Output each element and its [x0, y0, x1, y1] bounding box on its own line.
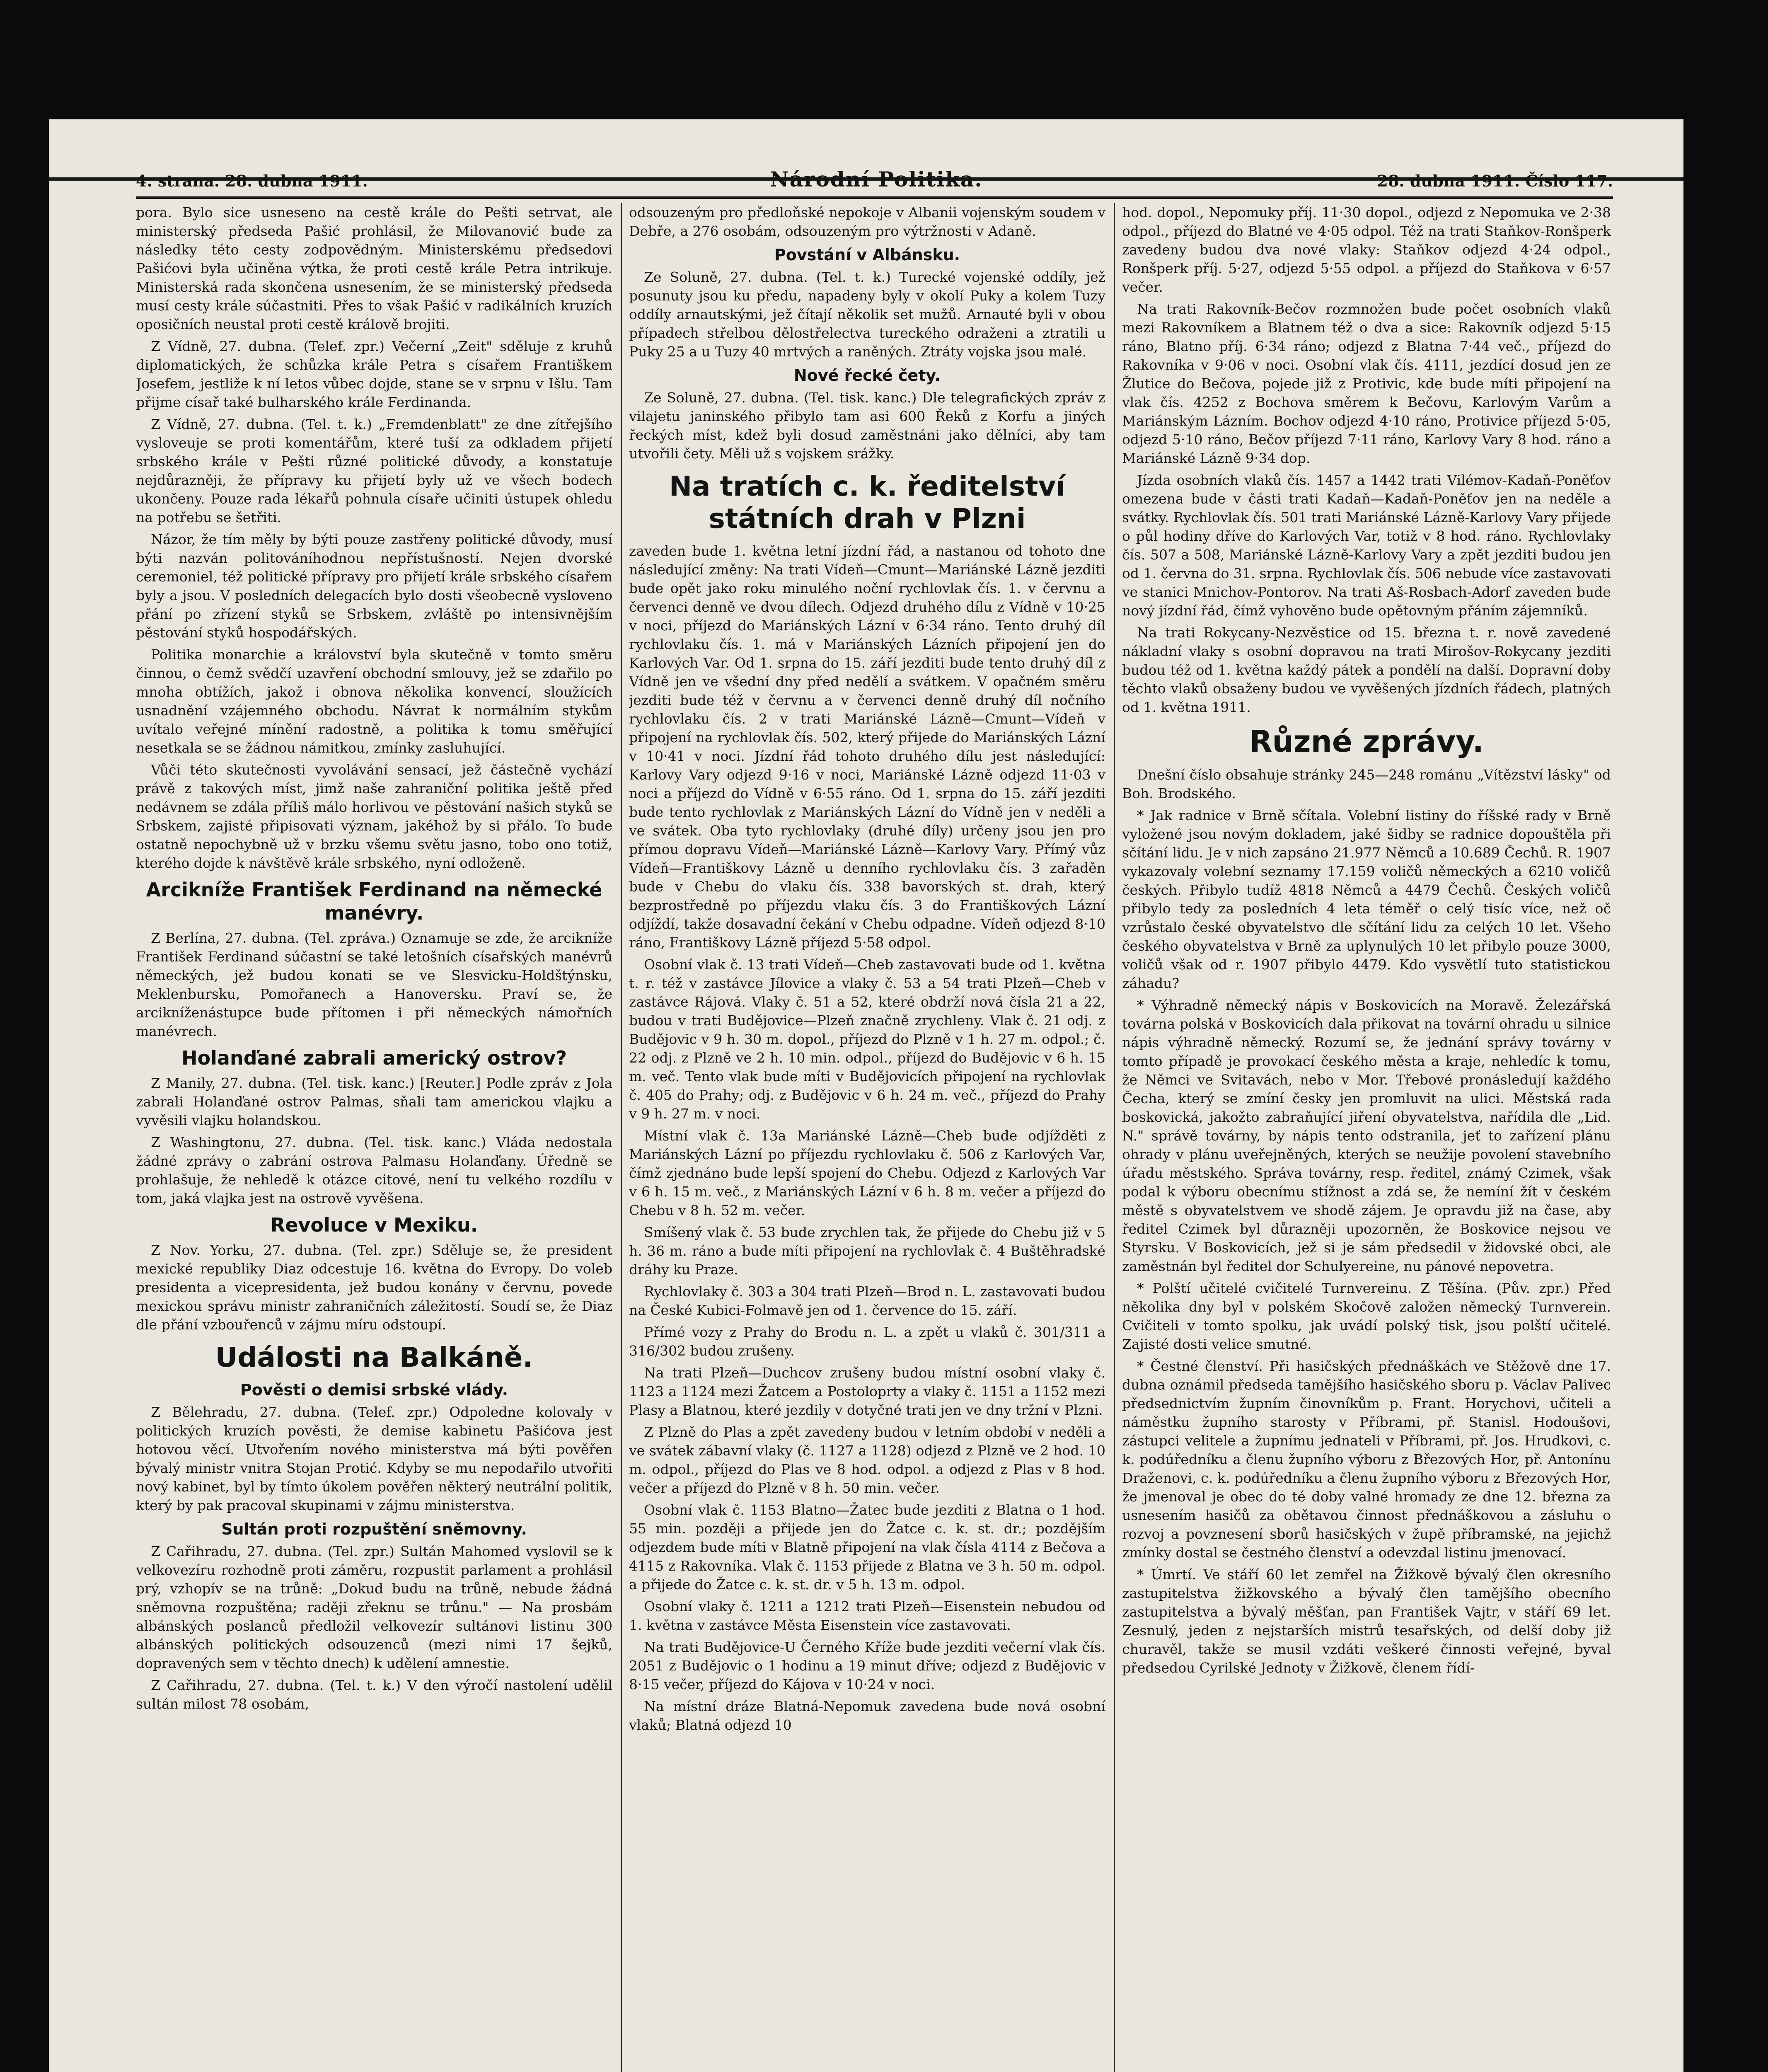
article-paragraph: Přímé vozy z Prahy do Brodu n. L. a zpět u vlaků č. 301/311 a 316/302 budou zrušeny.: [629, 1324, 1105, 1359]
article-paragraph: Na trati Plzeň—Duchcov zrušeny budou místní osobní vlaky č. 1123 a 1124 mezi Žatcem a Postoloprty a vlaky č. 1151 a 1152 mezi Plasy a Blatnou, které jezdily v dotyčné trati jen ve dny tržní v Plzni.: [629, 1365, 1105, 1418]
article-paragraph: * Jak radnice v Brně sčítala. Volební listiny do říšské rady v Brně vyložené jsou novým dokladem, jaké šidby se radnice dopouštěla při sčítání lidu. Je v nich zapsáno 21.977 Němců a 10.689 Čechů. R. 1907 vykazovaly volební seznamy 17.159 voličů německých a 6210 voličů českých. Přibylo tudíž 4818 Němců a 4479 Čechů. Českých voličů přibylo tedy za posledních 4 leta téměř o celý tisíc více, než oč vzrůstalo české obyvatelstvo dle sčítání lidu za celých 10 let. Všeho českého obyvatelstva v Brně za uplynulých 10 let přibylo pouze 3000, voličů však od r. 1907 přibylo 4479. Kdo vysvětlí tuto statistickou záhadu?: [1122, 807, 1611, 991]
article-paragraph: Na místní dráze Blatná-Nepomuk zavedena bude nová osobní vlaků; Blatná odjezd 10: [629, 1698, 1105, 1733]
subheadline-sultan: Sultán proti rozpuštění sněmovny.: [221, 1520, 527, 1538]
headline-holandane: Holanďané zabrali americký ostrov?: [181, 1047, 567, 1069]
article-paragraph: Na trati Rakovník-Bečov rozmnožen bude počet osobních vlaků mezi Rakovníkem a Blatnem též o dva a sice: Rakovník odjezd 5·15 ráno, Blatno příj. 6·34 ráno; odjezd z Blatna 7·44 več., příjezd do Rakovníka v 9·06 v noci. Osobní vlak čís. 4111, jezdící dosud jen ze Žlutice do Bečova, pojede již z Protivic, kde bude míti připojení na vlak čís. 4252 z Bochova směrem k Bečovu, Karlovým Varům a Mariánským Lázním. Bochov odjezd 4·10 ráno, Protivice příjezd 5·05, odjezd 5·10 ráno, Bečov příjezd 7·11 ráno, Karlovy Vary 8 hod. ráno a Mariánské Lázně 9·34 dop.: [1122, 301, 1611, 466]
article-paragraph: Jízda osobních vlaků čís. 1457 a 1442 trati Vilémov-Kadaň-Poněťov omezena bude v části trati Kadaň—Kadaň-Poněťov jen na neděle a svátky. Rychlovlak čís. 501 trati Mariánské Lázně-Karlovy Vary přijede o půl hodiny dříve do Karlových Var, totiž v 8 hod. ráno. Rychlovlaky čís. 507 a 508, Mariánské Lázně-Karlovy Vary a zpět jezditi budou jen od 1. června do 31. srpna. Rychlovlak čís. 506 nebude více zastavovati ve stanici Mnichov-Pontorov. Na trati Aš-Rosbach-Adorf zaveden bude nový jízdní řád, čímž vyhověno bude opětovným přáním zájemníků.: [1122, 472, 1611, 619]
newspaper-page: [49, 119, 1683, 2072]
column-3: [1122, 203, 1611, 2072]
page-header: [49, 119, 1683, 191]
article-paragraph: Ze Soluně, 27. dubna. (Tel. tisk. kanc.) Dle telegrafických zpráv z vilajetu janinského přibylo tam asi 600 Řeků z Korfu a jiných řeckých míst, kdež byli dosud zaměstnáni jako dělníci, aby tam utvořili čety. Měli už s vojskem srážky.: [629, 390, 1105, 462]
headline-mexiko: Revoluce v Mexiku.: [270, 1214, 478, 1236]
article-paragraph: Smíšený vlak č. 53 bude zrychlen tak, že přijede do Chebu již v 5 h. 36 m. ráno a bude míti připojení na rychlovlak č. 4 Buštěhradské dráhy ku Praze.: [629, 1224, 1105, 1278]
article-paragraph: Na trati Budějovice-U Černého Kříže bude jezditi večerní vlak čís. 2051 z Budějovic o 1 hodinu a 19 minut dříve; odjezd z Budějovic v 8·15 večer, příjezd do Kájova v 10·24 v noci.: [629, 1639, 1105, 1692]
headline-balkan: Události na Balkáně.: [215, 1341, 533, 1373]
article-paragraph: Z Washingtonu, 27. dubna. (Tel. tisk. kanc.) Vláda nedostala žádné zprávy o zabrání ostrova Palmasu Holanďany. Úředně se prohlašuje, že nehledě k otázce citové, není tu velkého rozdílu v tom, jaká vlajka jest na ostrově vyvěšena.: [136, 1134, 612, 1206]
article-paragraph: Z Berlína, 27. dubna. (Tel. zpráva.) Oznamuje se zde, že arcikníže František Ferdinand súčastní se také letošních císařských manévrů německých, jež budou konati se ve Slesvicku-Holdštýnsku, Meklenbursku, Pomořanech a Hanoversku. Praví se, že arcikníženástupce bude přítomen i při německých námořních manévrech.: [136, 930, 612, 1039]
article-paragraph: Ze Soluně, 27. dubna. (Tel. t. k.) Turecké vojenské oddíly, jež posunuty jsou ku předu, napadeny byly v okolí Puky a kolem Tuzy oddíly arnautskými, jež čítají několik set mužů. Arnauté byli v obou případech střelbou dělostřelectva tureckého odraženi a ztratili u Puky 25 a u Tuzy 40 mrtvých a raněných. Ztráty vojska jsou malé.: [629, 269, 1105, 360]
article-paragraph: * Polští učitelé cvičitelé Turnvereinu. Z Těšína. (Pův. zpr.) Před několika dny byl v polském Skočově založen německý Turnverein. Cvičiteli v tomto spolku, jak uvádí polský tisk, jsou polští učitelé. Zajisté dosti velice smutné.: [1122, 1280, 1611, 1352]
article-paragraph: Osobní vlaky č. 1211 a 1212 trati Plzeň—Eisenstein nebudou od 1. května v zastávce Města Eisenstein více zastavovati.: [629, 1598, 1105, 1633]
header-title: Národní Politika.: [770, 167, 983, 191]
column-2: [629, 203, 1105, 2072]
headline-ruzne-zpravy: Různé zprávy.: [1249, 724, 1484, 759]
article-paragraph: Názor, že tím měly by býti pouze zastřeny politické důvody, musí býti nazván politováníhodnou nepřístušností. Nejen dvorské ceremoniel, též politické přípravy pro přijetí krále srbského císařem byly a jsou. V posledních delegacích bylo dosti všeobecně vysloveno přání po zřízení styků se Srbskem, zvláště po intensivnějším pěstování styků hospodářských.: [136, 531, 612, 641]
article-paragraph: pora. Bylo sice usneseno na cestě krále do Pešti setrvat, ale ministerský předseda Pašić prohlásil, že Milovanović bude za následky této cesty zodpovědným. Ministerskému předsedovi Pašićovi byla učiněna výtka, že proti cestě krále Petra intrikuje. Ministerská rada skončena usnesením, že se ministerský předseda musí cesty krále súčastniti. Přes to však Pašić v radikálních kruzích oposičních neustal proti cestě králově brojiti.: [136, 204, 612, 332]
article-paragraph: Vůči této skutečnosti vyvolávání sensací, jež částečně vychází právě z takových míst, jimž naše zahraniční politika ještě před nedávnem se zdála příliš málo horlivou ve pěstování našich styků se Srbskem, zajisté připisovati význam, jakéhož by si přálo. To bude ostatně nepochybně už v brzku všemu světu jasno, tobo ono totiž, kterého dojde k návštěvě krále srbského, nyní odloženě.: [136, 762, 612, 871]
subheadline-cety: Nové řecké čety.: [793, 366, 941, 385]
article-paragraph: Osobní vlak č. 13 trati Vídeň—Cheb zastavovati bude od 1. května t. r. též v zastávce Jílovice a vlaky č. 53 a 54 trati Plzeň—Cheb v zastávce Rájová. Vlaky č. 51 a 52, které obdrží nová čísla 21 a 22, budou v trati Budějovice—Plzeň značně zrychleny. Vlak č. 21 odj. z Budějovic v 9 h. 30 m. dopol., příjezd do Plzně v 1 h. 27 m. odpol.; č. 22 odj. z Plzně ve 2 h. 10 min. odpol., příjezd do Budějovic v 6 h. 15 m. več. Tento vlak bude míti v Budějovicích připojení na rychlovlak č. 405 do Prahy; odj. z Budějovic v 6 h. 24 m. več., příjezd do Prahy v 9 h. 27 m. v noci.: [629, 956, 1105, 1122]
headline-drahy: Na tratích c. k. ředitelství státních drah v Plzni: [669, 470, 1066, 535]
article-paragraph: Osobní vlak č. 1153 Blatno—Žatec bude jezditi z Blatna o 1 hod. 55 min. později a přijede jen do Žatce c. k. st. dr.; pozdějším odjezdem bude míti v Blatně připojení na vlak čísla 4114 z Bečova a 4115 z Rakovníka. Vlak č. 1153 přijede z Blatna ve 3 h. 50 m. odpol. a přijede do Žatce c. k. st. dr. v 5 h. 13 m. odpol.: [629, 1502, 1105, 1593]
article-paragraph: hod. dopol., Nepomuky příj. 11·30 dopol., odjezd z Nepomuka ve 2·38 odpol., příjezd do Blatné ve 4·05 odpol. Též na trati Staňkov-Ronšperk zavedeny budou dva nové vlaky: Staňkov odjezd 4·24 odpol., Ronšperk příj. 5·27, odjezd 5·55 odpol. a příjezd do Staňkova v 6·57 večer.: [1122, 204, 1611, 295]
article-paragraph: Politika monarchie a království byla skutečně v tomto směru činnou, o čemž svědčí uzavření obchodní smlouvy, jež se zdařilo po mnoha obtížích, jakož i obnova několika konvencí, sloužících usnadnění vzájemného obchodu. Návrat k normálním stykům uvítalo veřejné mínění radostně, a politika k tomu směřující nesetkala se se žádnou námitkou, zmínky zasluhující.: [136, 646, 612, 756]
subheadline-demise: Pověsti o demisi srbské vlády.: [240, 1381, 508, 1399]
article-paragraph: Z Nov. Yorku, 27. dubna. (Tel. zpr.) Sděluje se, že president mexické republiky Diaz odcestuje 16. května do Evropy. Do voleb presidenta a vicepresidenta, jež budou konány v červnu, povede mexickou správu ministr zahraničních záležitostí. Soudí se, že Diaz dle přání vzbouřenců v zájmu míru odstoupí.: [136, 1242, 612, 1333]
article-paragraph: * Úmrtí. Ve stáří 60 let zemřel na Žižkově bývalý člen okresního zastupitelstva žižkovského a bývalý člen tamějšího obecního zastupitelstva a bývalý měšťan, pan František Vajtr, v stáří 69 let. Zesnulý, jeden z nejstarších mistrů tesařských, od delší doby již churavěl, takže se musil vzdáti veškeré činnosti veřejné, byval předsedou Cyrilské Jednoty v Žižkově, členem řídí-: [1122, 1566, 1611, 1676]
article-paragraph: Dnešní číslo obsahuje stránky 245—248 románu „Vítězství lásky" od Boh. Brodského.: [1122, 767, 1611, 801]
article-paragraph: * Výhradně německý nápis v Boskovicích na Moravě. Železářská továrna polská v Boskovicích dala přikovat na tovární ohradu u silnice nápis výhradně německý. Rozumí se, že jednání správy továrny v tomto případě je provokací českého města a kraje, nehledíc k tomu, že Němci ve Svitavách, nebo v Mor. Třebové pronásledují každého Čecha, který se zmíní česky jen promluvit na ulici. Městská rada boskovická, jakožto zabraňující jiření obyvatelstva, nařídila dle „Lid. N." správě továrny, by nápis tento odstranila, jeť to zařízení plánu ohrady v plánu uveřejněných, kterých se neužije povolení stavebního úřadu městského. Správa továrny, resp. ředitel, známý Czimek, však podal k výboru obecnímu stížnost a zdá se, že nemíní žít v českém městě s obyvatelstvem ve shodě zájem. Je opravdu již na čase, aby ředitel Czimek byl důrazněji upozorněn, že Boskovice nejsou ve Styrsku. V Boskovicích, jež si je sám předsedil v židovské obci, ale zaměstnán byl ředitel dor Schulyereine, nu pánové nepovetra.: [1122, 997, 1611, 1274]
subheadline-albanie: Povstání v Albánsku.: [774, 246, 960, 264]
article-paragraph: zaveden bude 1. května letní jízdní řád, a nastanou od tohoto dne následující změny: Na trati Vídeň—Cmunt—Mariánské Lázně jezditi bude opět jako roku minulého noční rychlovlak čís. 1. v červnu a červenci denně ve dvou dílech. Odjezd druhého dílu z Vídně v 10·25 v noci, příjezd do Mariánských Lázní v 6·34 ráno. Tento druhý díl rychlovlaku čís. 1. má v Mariánských Lázních připojení jen do Karlových Var. Od 1. srpna do 15. září jezditi bude tento druhý díl z Vídně jen ve všední dny před nedělí a svátkem. V opačném směru jezditi bude též v červnu a v červenci denně druhý díl nočního rychlovlaku čís. 2 v trati Mariánské Lázně—Cmunt—Vídeň v připojení na rychlovlak čís. 502, který přijede do Mariánských Lázní v 10·41 v noci. Jízdní řád tohoto druhého dílu jest následující: Karlovy Vary odjezd 9·16 v noci, Mariánské Lázně odjezd 11·03 v noci a příjezd do Vídně v 6·55 ráno. Od 1. srpna do 15. září jezditi bude tento rychlovlak z Mariánských Lázní do Vídně jen v neděli a ve svátek. Oba tyto rychlovlaky (druhé díly) určeny jsou jen pro přímou dopravu Vídeň—Mariánské Lázně—Karlovy Vary. Přímý vůz Vídeň—Františkovy Lázně u denního rychlovlaku čís. 3 zařaděn bude v Chebu do vlaku čís. 338 bavorských st. drah, který bezprostředně po příjezdu vlaku čís. 3 do Františkových Lázní odjíždí, takže dosavadní čekání v Chebu odpadne. Vídeň odjezd 8·10 ráno, Františkovy Lázně příjezd 5·58 odpol.: [629, 543, 1105, 951]
article-paragraph: Z Cařihradu, 27. dubna. (Tel. t. k.) V den výročí nastolení udělil sultán milost 78 osobám,: [136, 1677, 612, 1712]
column-divider: [1114, 203, 1115, 2072]
article-paragraph: Z Vídně, 27. dubna. (Tel. t. k.) „Fremdenblatt" ze dne zítřejšího vysloveuje se proti komentářům, které tuší za odkladem přijetí srbského krále v Pešti různé politické důvody, a konstatuje nejdůrazněji, že přípravy ku přijetí byly už ve všech bodech ukončeny. Pouze rada lékařů pohnula císaře učiniti ústupek ohledu na potřebu se šetřiti.: [136, 416, 612, 525]
article-paragraph: Z Bělehradu, 27. dubna. (Telef. zpr.) Odpoledne kolovaly v politických kruzích pověsti, že demise kabinetu Pašićova jest hotovou věcí. Utvořením nového ministerstva má býti pověřen bývalý ministr vnitra Stojan Protić. Kdyby se mu nepodařilo utvořiti nový kabinet, byl by tímto úkolem pověřen některý neutrální politik, který by pak pracoval skupinami v zájmu ministerstva.: [136, 1404, 612, 1513]
article-paragraph: Rychlovlaky č. 303 a 304 trati Plzeň—Brod n. L. zastavovati budou na České Kubici-Folmavě jen od 1. července do 15. září.: [629, 1283, 1105, 1318]
article-paragraph: Místní vlak č. 13a Mariánské Lázně—Cheb bude odjížděti z Mariánských Lázní po příjezdu rychlovlaku č. 506 z Karlových Var, čímž zjednáno bude lepší spojení do Chebu. Odjezd z Karlových Var v 6 h. 15 m. več., z Mariánských Lázní v 6 h. 8 m. večer a příjezd do Chebu v 8 h. 52 m. večer.: [629, 1128, 1105, 1218]
header-page-date: 4. strana. 28. dubna 1911.: [136, 172, 368, 190]
header-issue: 28. dubna 1911. Číslo 117.: [1377, 172, 1613, 190]
column-divider: [621, 203, 622, 2072]
header-rule: [136, 196, 1613, 199]
article-paragraph: odsouzeným pro předloňské nepokoje v Albanii vojenským soudem v Debře, a 276 osobám, odsouzeným pro výtržnosti v Adaně.: [629, 204, 1105, 239]
article-paragraph: Z Manily, 27. dubna. (Tel. tisk. kanc.) [Reuter.] Podle zpráv z Jola zabrali Holanďané ostrov Palmas, sňali tam americkou vlajku a vyvěsili vlajku holandskou.: [136, 1075, 612, 1128]
column-1: [136, 203, 612, 2072]
article-paragraph: Z Plzně do Plas a zpět zavedeny budou v letním období v neděli a ve svátek zábavní vlaky (č. 1127 a 1128) odjezd z Plzně ve 2 hod. 10 m. odpol., příjezd do Plas ve 8 hod. odpol. a odjezd z Plas v 8 hod. večer a příjezd do Plzně v 8 h. 50 min. večer.: [629, 1424, 1105, 1496]
article-paragraph: * Čestné členství. Při hasičských přednáškách ve Stěžově dne 17. dubna oznámil předseda tamějšího hasičského sboru p. Václav Palivec předsednictvím župním činovníkům p. Frant. Horychovi, učiteli a náměstku župního starosty v Příbrami, př. Stanisl. Hodoušovi, zástupci velitele a župnímu jednateli v Příbrami, př. Jos. Hrudkovi, c. k. podúředníku a členu župního výboru z Březových Hor, př. Antonínu Draženovi, c. k. podúředníku a členu župního výboru z Březových Hor, že jmenoval je obec do té doby valné hromady ze dne 12. března za usnesením hasičů za obětavou činnost přednáškovou a zásluhu o rozvoj a povznesení sborů hasičských v župě příbramské, na jejichž zmínky dostal se čestného členství a odevzdal listinu jmenovací.: [1122, 1358, 1611, 1561]
article-paragraph: Na trati Rokycany-Nezvěstice od 15. března t. r. nově zavedené nákladní vlaky s osobní dopravou na trati Mirošov-Rokycany jezditi budou též od 1. května každý pátek a pondělí na další. Dopravní doby těchto vlaků obsaženy budou ve vyvěšených jízdních řádech, platných od 1. května 1911.: [1122, 625, 1611, 715]
article-paragraph: Z Cařihradu, 27. dubna. (Tel. zpr.) Sultán Mahomed vyslovil se k velkovezíru rozhodně proti záměru, rozpustit parlament a prohlásil prý, vzhopív se na trůně: „Dokud budu na trůně, nebude žádná sněmovna rozpuštěna; raději zřeknu se trůnu." — Na prosbám albánských poslanců předložil velkovezír sultánovi listinu 300 albánských politických odsouzenců (mezi nimi 17 šejků, dopravených sem v těchto dnech) k udělení amnestie.: [136, 1543, 612, 1671]
headline-ferdinand: Arcikníže František Ferdinand na německé manévry.: [146, 879, 602, 924]
article-paragraph: Z Vídně, 27. dubna. (Telef. zpr.) Večerní „Zeit" sděluje z kruhů diplomatických, že schůzka krále Petra s císařem Františkem Josefem, jestliže k ní letos vůbec dojde, stane se v srpnu v Išlu. Tam přijme císař také bulharského krále Ferdinanda.: [136, 338, 612, 410]
